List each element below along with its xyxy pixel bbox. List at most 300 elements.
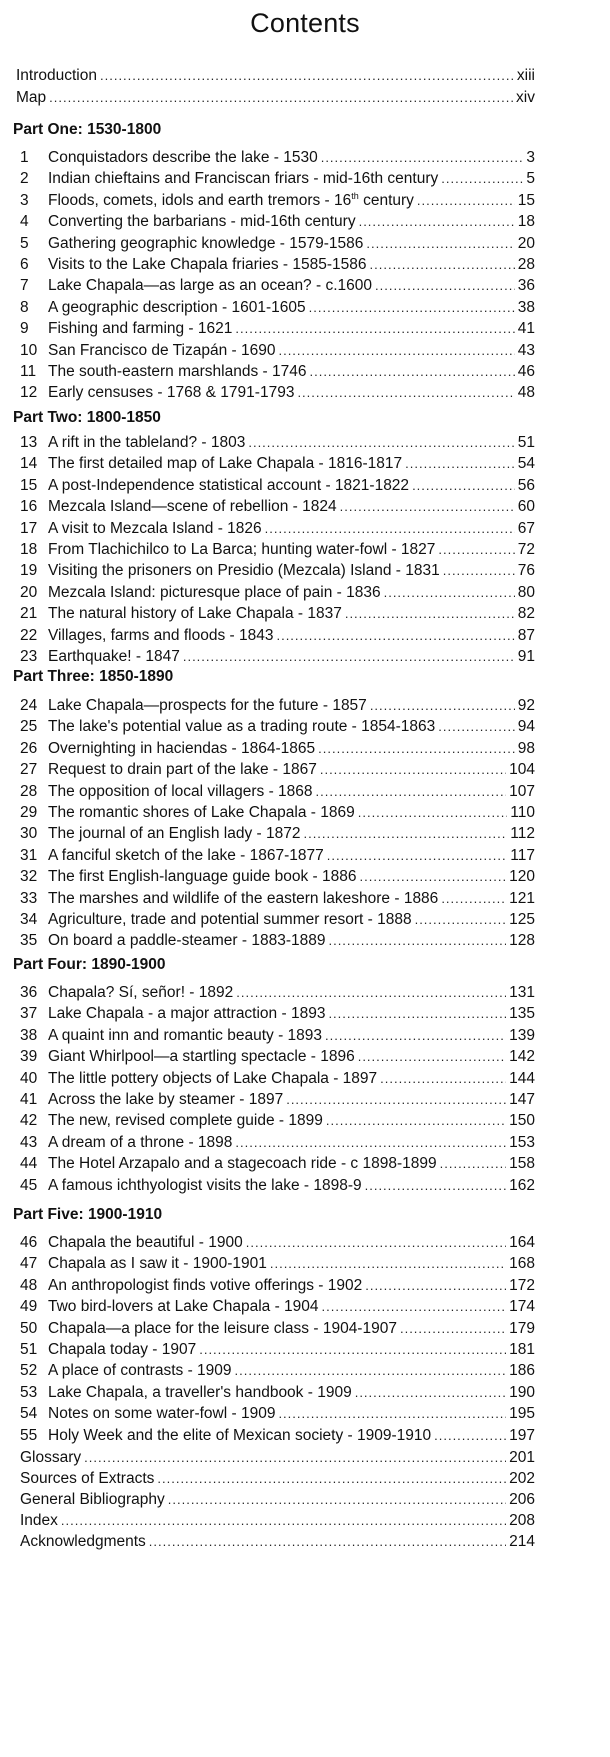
dot-leader [328,1004,506,1024]
page-number: 92 [517,697,535,714]
entry-title: Chapala—a place for the leisure class - 1904-1907 [48,1320,397,1337]
chapter-number: 52 [20,1362,38,1379]
chapter-number: 13 [20,434,38,451]
chapter-number: 51 [20,1341,38,1358]
entry-title: Converting the barbarians - mid-16th century [48,213,356,230]
page-number: 117 [510,847,535,864]
entry-title: A place of contrasts - 1909 [48,1362,232,1379]
dot-leader [199,1340,506,1360]
page-number: 162 [509,1177,535,1194]
chapter-number: 43 [20,1134,38,1151]
toc-entry [20,1133,535,1153]
dot-leader [358,1047,506,1067]
dot-leader [440,1154,507,1174]
toc-entry [20,1276,535,1296]
entry-title: A dream of a throne - 1898 [48,1134,233,1151]
part-heading: Part Five: 1900-1910 [13,1206,163,1223]
page-number: xiv [516,89,535,106]
entry-title: Lake Chapala, a traveller's handbook - 1909 [48,1384,352,1401]
dot-leader [325,1026,506,1046]
page-number: 181 [509,1341,535,1358]
page-number: 150 [509,1112,535,1129]
chapter-number: 26 [20,740,38,757]
page-number: 206 [509,1491,535,1508]
entry-title: Across the lake by steamer - 1897 [48,1091,284,1108]
page-number: 131 [509,984,535,1001]
toc-entry [20,803,535,823]
page-number: 38 [517,299,535,316]
chapter-number: 55 [20,1427,38,1444]
toc-entry [20,782,535,802]
toc-entry [20,760,535,780]
entry-title: The little pottery objects of Lake Chapala - 1897 [48,1070,378,1087]
page-number: xiii [516,67,535,84]
entry-title: San Francisco de Tizapán - 1690 [48,342,276,359]
dot-leader [183,647,515,667]
entry-title: Visits to the Lake Chapala friaries - 1585-1586 [48,256,367,273]
part-heading: Part Two: 1800-1850 [13,409,161,426]
toc-entry [20,319,535,339]
toc-entry [20,1361,535,1381]
chapter-number: 34 [20,911,38,928]
dot-leader [365,1276,506,1296]
toc-entry [20,383,535,403]
dot-leader [359,212,515,232]
toc-entry [20,696,535,716]
page-number: 112 [510,825,535,842]
page-number: 80 [517,584,535,601]
page-number: 195 [509,1405,535,1422]
dot-leader [355,1383,506,1403]
dot-leader [309,298,515,318]
dot-leader [375,276,515,296]
toc-entry [20,931,535,951]
entry-title: The romantic shores of Lake Chapala - 1869 [48,804,355,821]
toc-entry [20,169,535,189]
entry-title: Mezcala Island: picturesque place of pain - 1836 [48,584,381,601]
toc-entry [20,846,535,866]
entry-title: Lake Chapala—as large as an ocean? - c.1600 [48,277,372,294]
toc-entry [20,276,535,296]
page-number: 139 [509,1027,535,1044]
page-number: 98 [517,740,535,757]
chapter-number: 46 [20,1234,38,1251]
dot-leader [318,739,515,759]
toc-entry [20,476,535,496]
chapter-number: 33 [20,890,38,907]
toc-entry [20,454,535,474]
toc-entry [20,889,535,909]
chapter-number: 32 [20,868,38,885]
entry-title: Lake Chapala—prospects for the future - 1857 [48,697,367,714]
chapter-number: 20 [20,584,38,601]
chapter-number: 6 [20,256,29,273]
dot-leader [366,234,514,254]
chapter-number: 3 [20,192,29,209]
toc-entry [20,739,535,759]
page-number: 190 [509,1384,535,1401]
toc-entry [20,604,535,624]
entry-title: Indian chieftains and Franciscan friars - mid-16th century [48,170,439,187]
dot-leader [434,1426,506,1446]
entry-title: A visit to Mezcala Island - 1826 [48,520,262,537]
chapter-number: 10 [20,342,38,359]
dot-leader [365,1176,507,1196]
dot-leader [380,1069,506,1089]
dot-leader [384,583,515,603]
chapter-number: 47 [20,1255,38,1272]
entry-title: General Bibliography [20,1491,165,1508]
entry-title: Acknowledgments [20,1533,146,1550]
entry-title: On board a paddle-steamer - 1883-1889 [48,932,326,949]
toc-entry [20,717,535,737]
dot-leader [278,1404,506,1424]
chapter-number: 49 [20,1298,38,1315]
dot-leader [327,846,508,866]
toc-entry [20,1383,535,1403]
chapter-number: 2 [20,170,29,187]
dot-leader [49,88,513,108]
toc-entry [16,88,535,108]
page-number: 174 [509,1298,535,1315]
chapter-number: 53 [20,1384,38,1401]
dot-leader [412,476,515,496]
entry-title: A geographic description - 1601-1605 [48,299,306,316]
entry-title: Map [16,89,47,106]
dot-leader [297,383,514,403]
chapter-number: 35 [20,932,38,949]
toc-entry [20,1426,535,1446]
dot-leader [276,626,514,646]
toc-entry [20,583,535,603]
dot-leader [309,362,514,382]
chapter-number: 44 [20,1155,38,1172]
chapter-number: 30 [20,825,38,842]
page-number: 153 [509,1134,535,1151]
page-number: 197 [509,1427,535,1444]
chapter-number: 45 [20,1177,38,1194]
dot-leader [345,604,515,624]
page-number: 201 [509,1449,535,1466]
page-number: 179 [509,1320,535,1337]
entry-title: Gathering geographic knowledge - 1579-1586 [48,235,364,252]
entry-title: A famous ichthyologist visits the lake - 1898-9 [48,1177,362,1194]
dot-leader [84,1448,506,1468]
dot-leader [246,1233,506,1253]
chapter-number: 18 [20,541,38,558]
toc-entry [20,1340,535,1360]
entry-title: Overnighting in haciendas - 1864-1865 [48,740,316,757]
toc-entry [20,824,535,844]
entry-title: Lake Chapala - a major attraction - 1893 [48,1005,326,1022]
toc-entry [20,1469,535,1489]
entry-title: Holy Week and the elite of Mexican society - 1909-1910 [48,1427,432,1444]
dot-leader [400,1319,506,1339]
dot-leader [321,148,524,168]
chapter-number: 4 [20,213,29,230]
toc-entry [20,540,535,560]
page-number: 104 [509,761,535,778]
part-heading: Part Three: 1850-1890 [13,668,174,685]
chapter-number: 50 [20,1320,38,1337]
toc-entry [20,561,535,581]
dot-leader [157,1469,506,1489]
page-number: 18 [517,213,535,230]
chapter-number: 40 [20,1070,38,1087]
chapter-number: 11 [20,363,37,380]
dot-leader [270,1254,506,1274]
page-number: 168 [509,1255,535,1272]
page-number: 54 [517,455,535,472]
toc-entry [20,212,535,232]
page-number: 142 [509,1048,535,1065]
chapter-number: 16 [20,498,38,515]
page-number: 110 [510,804,535,821]
page-number: 125 [509,911,535,928]
entry-title: The opposition of local villagers - 1868 [48,783,313,800]
entry-title: The lake's potential value as a trading route - 1854-1863 [48,718,436,735]
entry-title: The Hotel Arzapalo and a stagecoach ride - c 1898-1899 [48,1155,437,1172]
page-number: 158 [509,1155,535,1172]
page-number: 56 [517,477,535,494]
toc-entry [20,1490,535,1510]
dot-leader [149,1532,506,1552]
entry-title: Notes on some water-fowl - 1909 [48,1405,276,1422]
entry-title: Introduction [16,67,97,84]
entry-title: The journal of an English lady - 1872 [48,825,301,842]
page-number: 5 [526,170,535,187]
chapter-number: 36 [20,984,38,1001]
dot-leader [316,782,507,802]
dot-leader [265,519,515,539]
toc-entry [20,1090,535,1110]
dot-leader [328,931,506,951]
chapter-number: 1 [20,149,29,166]
page-number: 41 [517,320,535,337]
toc-entry [20,1047,535,1067]
dot-leader [236,983,506,1003]
toc-entry [20,1111,535,1131]
entry-title: The first English-language guide book - 1886 [48,868,357,885]
entry-title: Chapala today - 1907 [48,1341,197,1358]
entry-title: Chapala? Sí, señor! - 1892 [48,984,234,1001]
dot-leader [100,66,514,86]
toc-entry [20,1511,535,1531]
chapter-number: 7 [20,277,29,294]
chapter-number: 54 [20,1405,38,1422]
entry-title: Floods, comets, idols and earth tremors - 16th century [48,191,414,209]
page-number: 202 [509,1470,535,1487]
page-number: 82 [517,605,535,622]
dot-leader [441,169,523,189]
page-number: 128 [509,932,535,949]
entry-title: The natural history of Lake Chapala - 1837 [48,605,342,622]
toc-entry [20,1532,535,1552]
toc-entry [20,1176,535,1196]
entry-title: Conquistadors describe the lake - 1530 [48,149,318,166]
entry-title: Fishing and farming - 1621 [48,320,233,337]
page-number: 91 [517,648,535,665]
entry-title: Giant Whirlpool—a startling spectacle - 1896 [48,1048,355,1065]
toc-entry [16,66,535,86]
toc-entry [20,983,535,1003]
dot-leader [235,1361,507,1381]
dot-leader [320,760,506,780]
page-number: 51 [517,434,535,451]
entry-title: A fanciful sketch of the lake - 1867-1877 [48,847,324,864]
entry-title: Glossary [20,1449,82,1466]
dot-leader [417,191,515,211]
entry-title: Index [20,1512,58,1529]
page-number: 172 [509,1277,535,1294]
page-number: 135 [509,1005,535,1022]
toc-entry [20,1448,535,1468]
dot-leader [370,255,515,275]
chapter-number: 25 [20,718,38,735]
entry-title: Two bird-lovers at Lake Chapala - 1904 [48,1298,319,1315]
chapter-number: 22 [20,627,38,644]
entry-title: Early censuses - 1768 & 1791-1793 [48,384,295,401]
dot-leader [303,824,507,844]
dot-leader [235,1133,506,1153]
toc-entry [20,255,535,275]
toc-entry [20,519,535,539]
entry-title: The new, revised complete guide - 1899 [48,1112,323,1129]
entry-title: Agriculture, trade and potential summer resort - 1888 [48,911,412,928]
toc-entry [20,362,535,382]
chapter-number: 27 [20,761,38,778]
dot-leader [438,717,514,737]
toc-entry [20,298,535,318]
entry-title: Earthquake! - 1847 [48,648,180,665]
chapter-number: 48 [20,1277,38,1294]
chapter-number: 9 [20,320,29,337]
toc-entry [20,148,535,168]
entry-title: Chapala as I saw it - 1900-1901 [48,1255,267,1272]
page-number: 121 [509,890,535,907]
entry-title: An anthropologist finds votive offerings - 1902 [48,1277,363,1294]
page-title: Contents [250,8,360,38]
entry-title: Request to drain part of the lake - 1867 [48,761,317,778]
chapter-number: 15 [20,477,38,494]
entry-title: The first detailed map of Lake Chapala - 1816-1817 [48,455,403,472]
page-number: 94 [517,718,535,735]
entry-title: Chapala the beautiful - 1900 [48,1234,243,1251]
page-number: 147 [509,1091,535,1108]
page-number: 144 [509,1070,535,1087]
toc-entry [20,234,535,254]
toc-entry [20,867,535,887]
dot-leader [443,561,515,581]
page-number: 20 [517,235,535,252]
toc-entry [20,1154,535,1174]
dot-leader [326,1111,506,1131]
dot-leader [322,1297,507,1317]
toc-entry [20,1004,535,1024]
entry-title: Visiting the prisoners on Presidio (Mezcala) Island - 1831 [48,562,440,579]
page-number: 72 [517,541,535,558]
entry-title: Villages, farms and floods - 1843 [48,627,274,644]
dot-leader [370,696,515,716]
dot-leader [235,319,514,339]
page-number: 28 [517,256,535,273]
dot-leader [168,1490,506,1510]
toc-entry [20,433,535,453]
toc-entry [20,626,535,646]
chapter-number: 23 [20,648,38,665]
page-number: 87 [517,627,535,644]
chapter-number: 38 [20,1027,38,1044]
page-number: 76 [517,562,535,579]
chapter-number: 5 [20,235,29,252]
chapter-number: 19 [20,562,38,579]
entry-title: A quaint inn and romantic beauty - 1893 [48,1027,323,1044]
toc-entry [20,497,535,517]
page-number: 107 [509,783,535,800]
entry-title: A rift in the tableland? - 1803 [48,434,246,451]
chapter-number: 14 [20,455,38,472]
part-heading: Part Four: 1890-1900 [13,956,166,973]
toc-entry [20,191,535,211]
page-number: 214 [509,1533,535,1550]
chapter-number: 42 [20,1112,38,1129]
dot-leader [278,341,514,361]
toc-entry [20,910,535,930]
chapter-number: 8 [20,299,29,316]
entry-title: The marshes and wildlife of the eastern lakeshore - 1886 [48,890,439,907]
page-number: 48 [517,384,535,401]
page-number: 15 [517,192,535,209]
toc-entry [20,1026,535,1046]
chapter-number: 37 [20,1005,38,1022]
chapter-number: 31 [20,847,38,864]
dot-leader [441,889,506,909]
dot-leader [359,867,506,887]
toc-entry [20,341,535,361]
entry-title: Sources of Extracts [20,1470,155,1487]
chapter-number: 21 [20,605,38,622]
entry-title: From Tlachichilco to La Barca; hunting water-fowl - 1827 [48,541,436,558]
dot-leader [248,433,514,453]
toc-entry [20,647,535,667]
dot-leader [438,540,514,560]
chapter-number: 17 [20,520,38,537]
page-number: 120 [509,868,535,885]
chapter-number: 41 [20,1091,38,1108]
entry-title: The south-eastern marshlands - 1746 [48,363,307,380]
page-number: 3 [526,149,535,166]
chapter-number: 24 [20,697,38,714]
entry-title: A post-Independence statistical account - 1821-1822 [48,477,410,494]
chapter-number: 39 [20,1048,38,1065]
entry-title: Mezcala Island—scene of rebellion - 1824 [48,498,337,515]
page-number: 67 [517,520,535,537]
page-number: 164 [509,1234,535,1251]
chapter-number: 29 [20,804,38,821]
page-number: 43 [517,342,535,359]
dot-leader [358,803,508,823]
toc-entry [20,1233,535,1253]
dot-leader [286,1090,506,1110]
chapter-number: 28 [20,783,38,800]
page-number: 186 [509,1362,535,1379]
page-number: 60 [517,498,535,515]
part-heading: Part One: 1530-1800 [13,121,162,138]
toc-entry [20,1069,535,1089]
chapter-number: 12 [20,384,38,401]
dot-leader [61,1511,506,1531]
page-number: 46 [517,363,535,380]
